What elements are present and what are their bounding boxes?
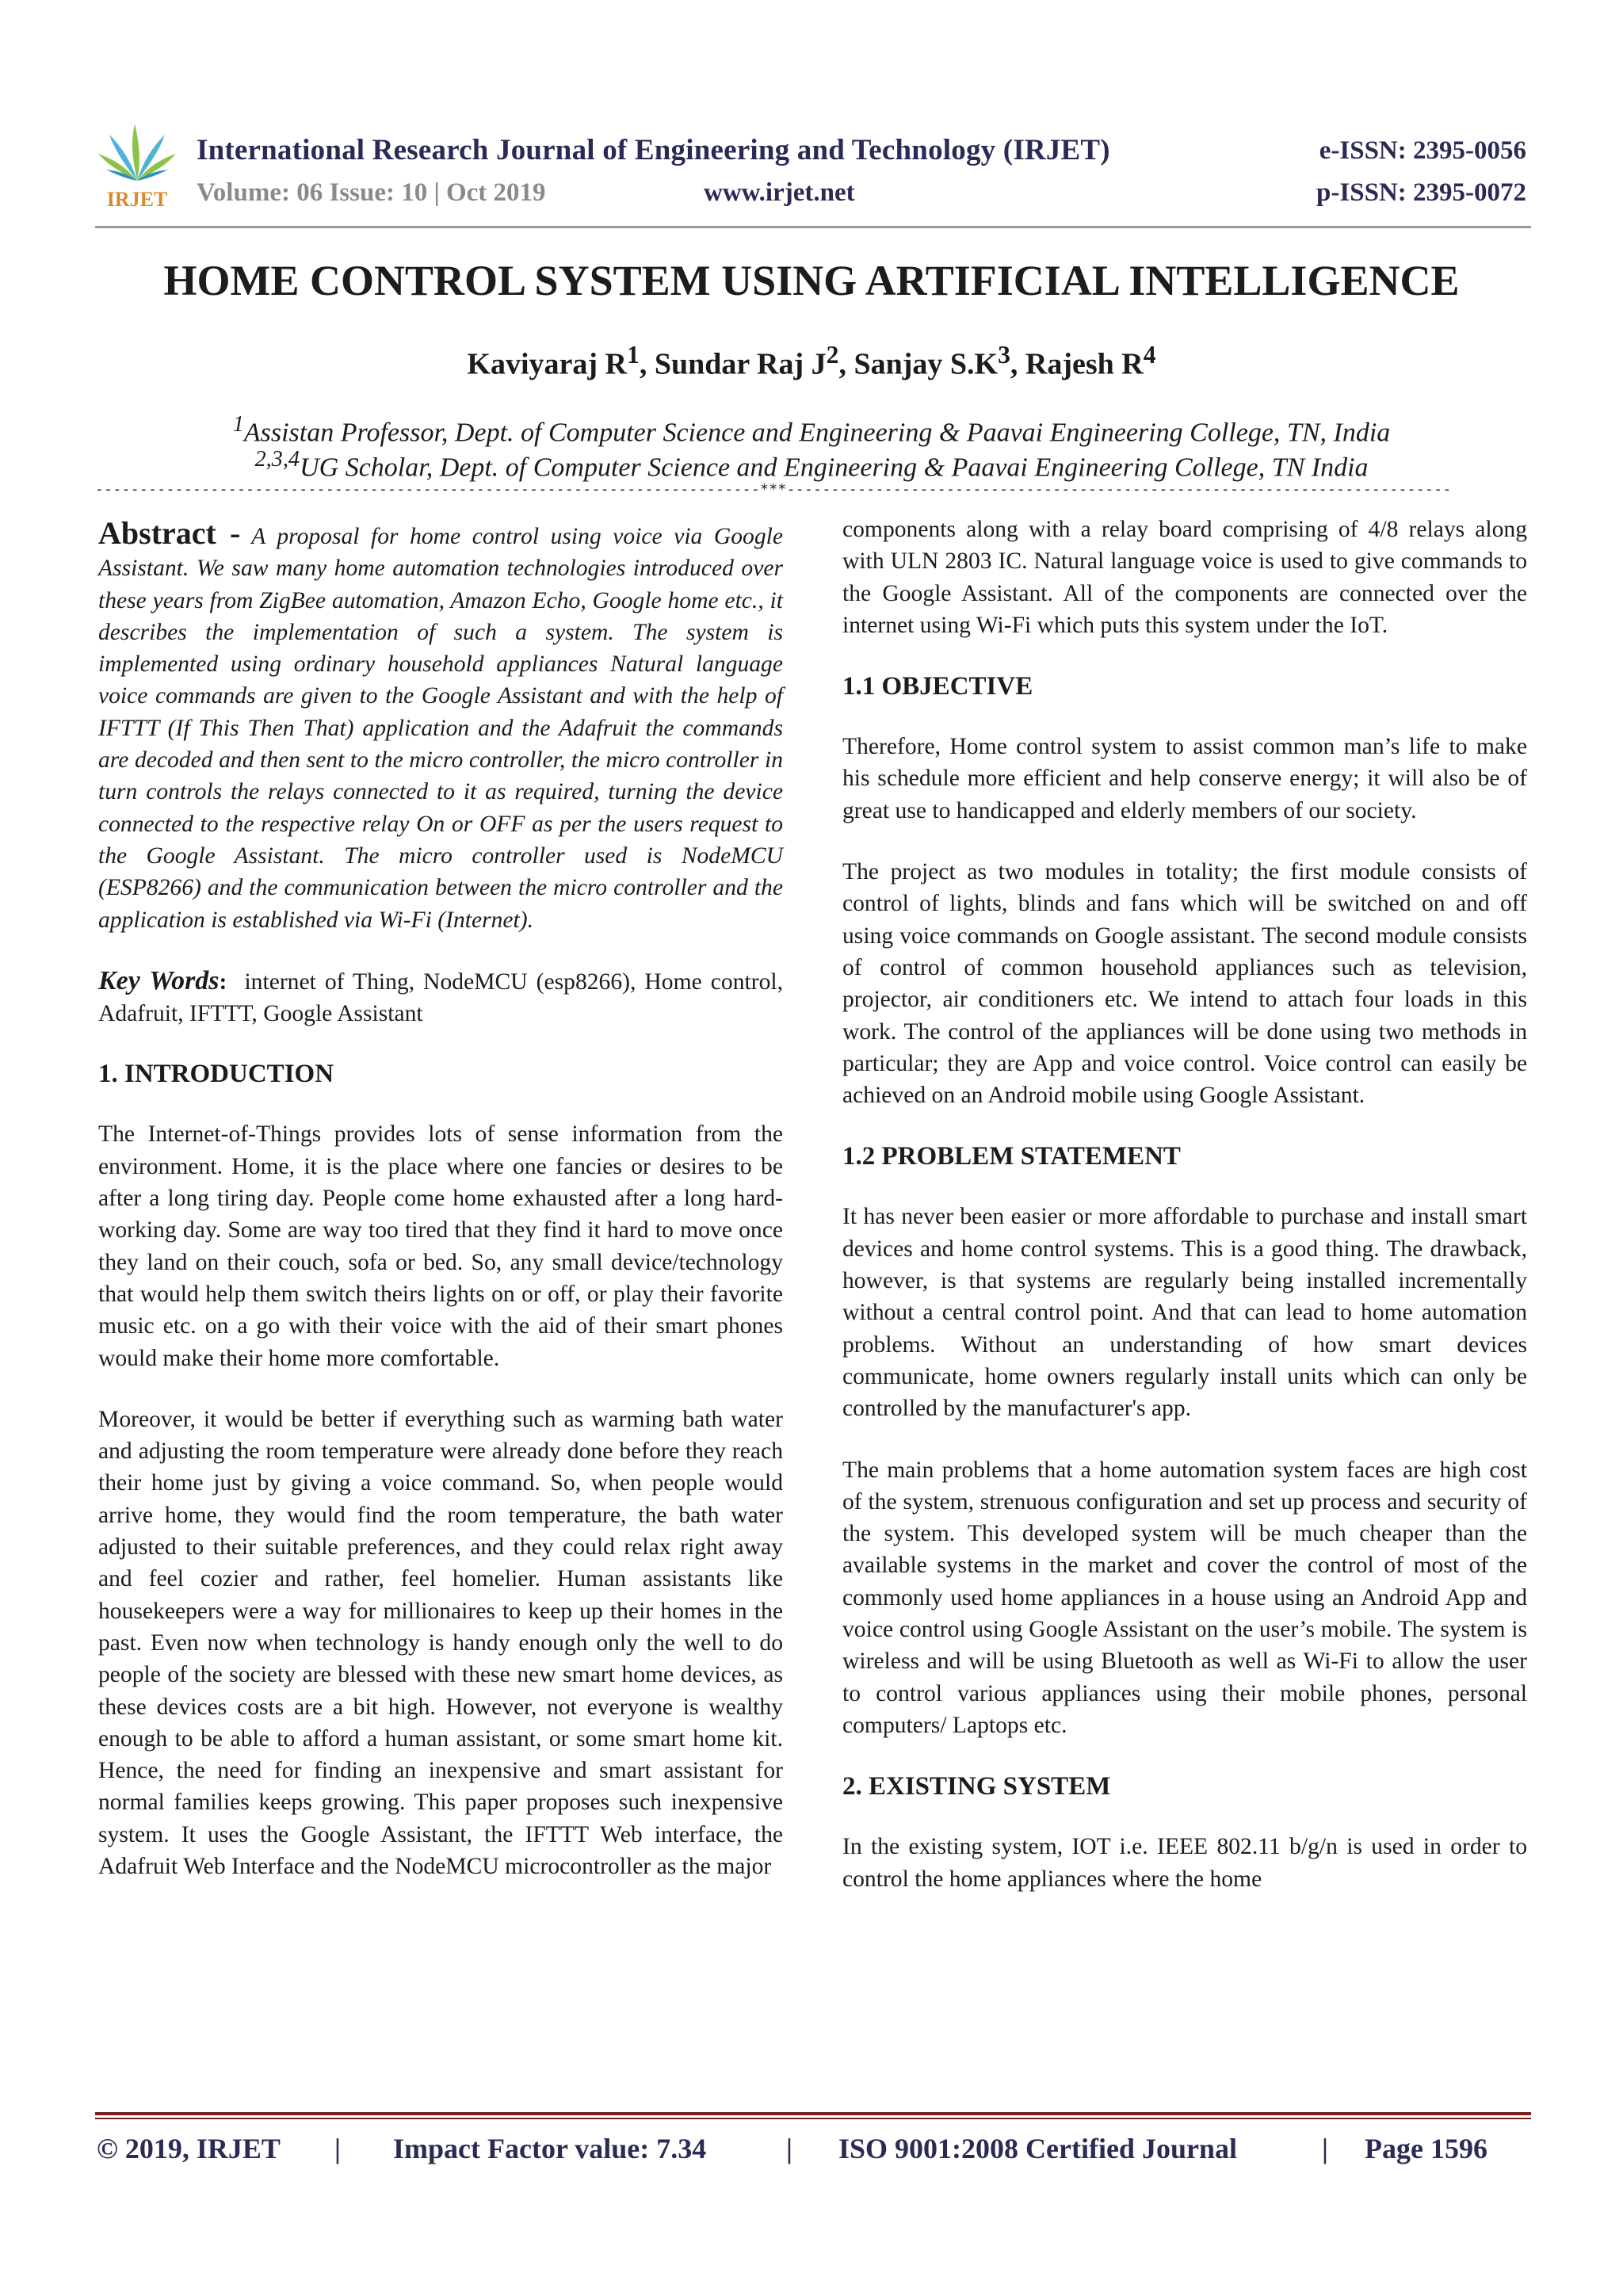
paragraph: The main problems that a home automation system faces are high cost of the system, strenuous configuration and set up process and security of the system. This developed system will be much cheaper than the available systems in the market and cover the control of most of the commonly used home appliances in a house using an Android App and voice control using Google Assistant on the user’s mobile. The system is wireless and will be using Bluetooth as well as Wi-Fi to allow the user to control various appliances using their mobile phones, personal computers/ Laptops etc.: [842, 1457, 1527, 1738]
author-sup: 4: [1143, 341, 1156, 369]
svg-text:IRJET: IRJET: [106, 188, 168, 211]
section-heading-objective: 1.1 OBJECTIVE: [842, 672, 1033, 701]
footer-separator: |: [1322, 2133, 1328, 2164]
footer-copyright: © 2019, IRJET: [97, 2133, 281, 2164]
author-sup: 2: [826, 341, 839, 369]
affiliation-2: [0, 447, 1623, 483]
section-heading-existing-system: 2. EXISTING SYSTEM: [842, 1772, 1111, 1801]
paragraph: In the existing system, IOT i.e. IEEE 802.11 b/g/n is used in order to control the home appliances where the home: [842, 1834, 1527, 1892]
author-sup: 1: [627, 341, 640, 369]
affiliation-text: UG Scholar, Dept. of Computer Science and Engineering & Paavai Engineering College, TN India: [300, 453, 1369, 483]
keywords-text: internet of Thing, NodeMCU (esp8266), Home control, Adafruit, IFTTT, Google Assistant: [98, 968, 783, 1027]
author-name: Kaviyaraj R: [467, 347, 627, 381]
journal-title: International Research Journal of Engineering and Technology (IRJET): [197, 134, 1110, 166]
abstract-text: A proposal for home control using voice via Google Assistant. We saw many home automation technologies introduced over these years from ZigBee automation, Amazon Echo, Google home etc., it describes the implementation of such a system. The system is implemented using ordinary household appliances Natural language voice commands are given to the Google Assistant and with the help of IFTTT (If This Then That) application and the Adafruit the commands are decoded and then sent to the micro controller, the micro controller in turn controls the relays connected to it as required, turning the device connected to the respective relay On or OFF as per the users request to the Google Assistant. The micro controller used is NodeMCU (ESP8266) and the communication between the micro controller and the application is established via Wi-Fi (Internet).: [98, 524, 783, 933]
author-name: Rajesh R: [1025, 347, 1144, 381]
irjet-logo-icon: [95, 117, 179, 211]
paper-title: HOME CONTROL SYSTEM USING ARTIFICIAL INTELLIGENCE: [163, 257, 1460, 304]
p-issn: p-ISSN: 2395-0072: [1316, 178, 1526, 207]
author-name: Sanjay S.K: [854, 347, 999, 381]
journal-website-link[interactable]: www.irjet.net: [704, 178, 855, 207]
affiliation-text: Assistan Professor, Dept. of Computer Science and Engineering & Paavai Engineering College, TN, India: [243, 418, 1391, 448]
irjet-logo: [95, 117, 179, 211]
paragraph: The project as two modules in totality; the first module consists of control of lights, blinds and fans which will be switched on and off using voice commands on Google assistant. The second module consists of control of common household appliances such as television, projector, air conditioners etc. We intend to attach four loads in this work. The control of the appliances will be done using two methods in particular; they are App and voice control. Voice control can easily be achieved on an Android mobile using Google Assistant.: [842, 859, 1527, 1109]
paragraph: Therefore, Home control system to assist common man’s life to make his schedule more efficient and help conserve energy; it will also be of great use to handicapped and elderly members of our society.: [842, 734, 1527, 823]
author-sup: 3: [998, 341, 1010, 369]
footer-rule: [95, 2118, 1531, 2119]
author-list: Kaviyaraj $R^1$, Sundar Raj $J^2$, Sanjay $S.K^3$, Rajesh $R^4$: [467, 341, 1156, 381]
footer-impact-factor: Impact Factor value: 7.34: [393, 2133, 707, 2164]
affiliation-sup: 1: [232, 412, 244, 437]
separator-mark: ***: [760, 481, 787, 498]
left-column: [98, 515, 783, 1882]
paragraph: The Internet-of-Things provides lots of sense information from the environment. Home, it is the place where one fancies or desires to be after a long tiring day. People come home exhausted after a long hard-working day. Some are way too tired that they find it hard to move once they land on their couch, sofa or bed. So, any small device/technology that would help them switch theirs lights on or off, or play their favorite music etc. on a go with their voice with the aid of their smart phones would make their home more comfortable.: [98, 1121, 783, 1371]
header-divider: [95, 226, 1531, 228]
footer-iso: ISO 9001:2008 Certified Journal: [838, 2133, 1237, 2164]
title-separator: ---------------------------------------------------------------------------***---------------------------------------------------------------------------: [95, 481, 1452, 498]
e-issn: e-ISSN: 2395-0056: [1319, 136, 1526, 165]
keywords-label: Key Words: [98, 965, 220, 995]
page-footer: [97, 2132, 1531, 2168]
author-name: Sundar Raj J: [654, 347, 827, 381]
footer-rule: [95, 2112, 1531, 2115]
abstract-label: Abstract -: [98, 515, 241, 551]
footer-separator: |: [786, 2133, 792, 2164]
footer-page-number: Page 1596: [1365, 2133, 1487, 2164]
volume-issue: Volume: 06 Issue: 10 | Oct 2019: [197, 178, 546, 207]
paragraph: components along with a relay board comprising of 4/8 relays along with ULN 2803 IC. Natural language voice is used to give commands to the Google Assistant. All of the components are connected over the internet using Wi-Fi which puts this system under the IoT.: [842, 517, 1527, 638]
affiliation-sup: 2,3,4: [254, 447, 300, 472]
footer-separator: |: [334, 2133, 341, 2164]
section-heading-introduction: 1. INTRODUCTION: [98, 1060, 334, 1089]
abstract: [98, 515, 783, 936]
keywords: Key Words: internet of Thing, NodeMCU (esp8266), Home control, Adafruit, IFTTT, Google Assistant: [98, 965, 783, 1027]
right-column: [842, 514, 1527, 1895]
paragraph: Moreover, it would be better if everything such as warming bath water and adjusting the room temperature were already done before they reach their home just by giving a voice command. So, when people would arrive home, they would find the room temperature, the bath water adjusted to their suitable preferences, and they could relax right away and feel cozier and rather, feel homelier. Human assistants like housekeepers were a way for millionaires to keep up their homes in the past. Even now when technology is handy enough only the well to do people of the society are blessed with these new smart home devices, as these devices costs are a bit high. However, not everyone is wealthy enough to be able to afford a human assistant, or some smart home kit. Hence, the need for finding an inexpensive and smart assistant for normal families keeps growing. This paper proposes such inexpensive system. It uses the Google Assistant, the IFTTT Web interface, the Adafruit Web Interface and the NodeMCU microcontroller as the major: [98, 1406, 783, 1879]
paragraph: It has never been easier or more affordable to purchase and install smart devices and home control systems. This is a good thing. The drawback, however, is that systems are regularly being installed incrementally without a central control point. And that can lead to home automation problems. Without an understanding of how smart devices communicate, home owners regularly install units which can only be controlled by the manufacturer's app.: [842, 1204, 1527, 1422]
affiliation-1: [0, 412, 1623, 448]
section-heading-problem-statement: 1.2 PROBLEM STATEMENT: [842, 1142, 1181, 1171]
